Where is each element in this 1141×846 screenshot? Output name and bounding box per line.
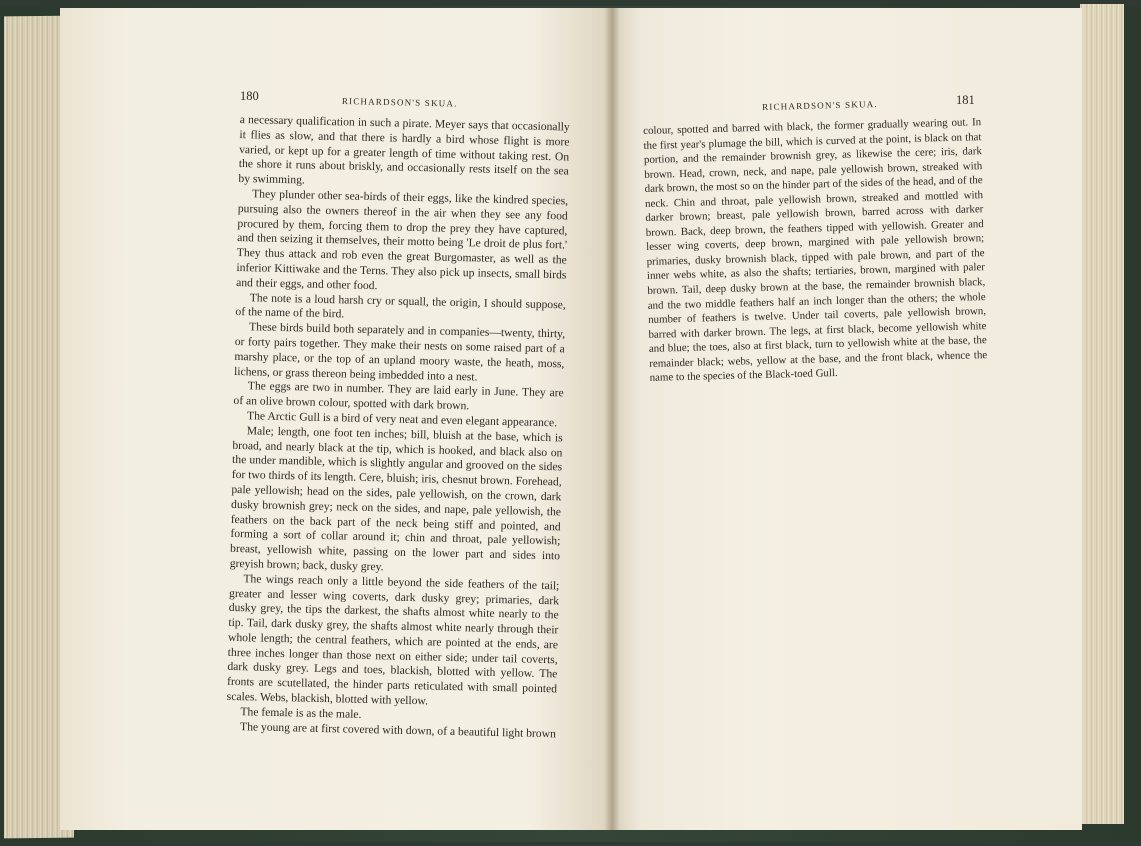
paragraph: The wings reach only a little beyond the side feathers of the tail; greater and lesser wing coverts, dark dusky grey; primaries, dark dusky grey, the tips the darkest, the shafts almost white nearly to the tip. Tail, dark dusky grey, the shafts almost white nearly through their whole length; the central feathers, which are pointed at the ends, are three inches longer than those next on either side; under tail coverts, dark dusky grey. Legs and toes, blackish, blotted with yellow. The fronts are scutellated, the hinder parts reticulated with small pointed scales. Webs, blackish, blotted with yellow.	[226, 571, 560, 708]
paragraph: They plunder other sea-birds of their eggs, like the kindred species, pursuing also the owners thereof in the air when they see any food procured by them, forcing them to drop the prey they have captured, and then seizing it themselves, their motto being 'Le droit de plus fort.' They thus attack and rob even the great Burgomaster, as well as the inferior Kittiwake and the Terns. They also pick up insects, small birds and their eggs, and other food.	[236, 187, 569, 292]
left-page-number: 180	[240, 89, 259, 103]
right-running-head: RICHARDSON'S SKUA.	[762, 98, 878, 112]
paragraph: The Arctic Gull is a bird of very neat and even elegant appearance.	[246, 409, 558, 430]
paragraph: Male; length, one foot ten inches; bill, bluish at the base, which is broad, and nearly black at the tip, which is hooked, and black also on the under mandible, which is slightly angular and grooved on the sides for two thirds of its length. Cere, bluish; iris, chesnut brown. Forehead, pale yellowish; head on the sides, pale yellowish, on the crown, dark dusky brownish grey; neck on the sides, and nape, pale yellowish, the feathers on the back part of the neck being stiff and pointed, and forming a sort of collar around it; chin and throat, pale yellowish; breast, yellowish white, passing on the lower part and sides into greyish brown; back, dusky grey.	[229, 423, 563, 574]
right-page-edges	[1080, 4, 1124, 824]
right-page-body	[643, 115, 988, 386]
paragraph: The young are at first covered with down, of a beautiful light brown	[239, 719, 556, 740]
paragraph: a necessary qualification in such a pirate. Meyer says that occasionally it flies as slow, and that there is hardly a bird whose flight is more varied, or kept up for a greater length of time without taking rest. On the shore it runs about briskly, and occasionally rests itself on the sea by swimming.	[238, 113, 570, 187]
left-running-head: RICHARDSON'S SKUA.	[341, 96, 458, 109]
paragraph: The eggs are two in number. They are laid early in June. They are of an olive brown colour, spotted with dark brown.	[233, 379, 564, 413]
paragraph: These birds build both separately and in companies—twenty, thirty, or forty pairs together. They make their nests on some raised part of a marshy place, or the top of an upland moory waste, the heath, moss, lichens, or grass thereon being imbedded into a nest.	[233, 320, 566, 384]
left-page-body	[226, 113, 570, 742]
right-page-number: 181	[956, 93, 975, 107]
paragraph: The note is a loud harsh cry or squall, the origin, I should suppose, of the name of the bird.	[235, 290, 566, 321]
paragraph: colour, spotted and barred with black, the former gradually wearing out. In the first year's plumage the bill, which is curved at the point, is black on that portion, and the remainder brownish grey, as likewise the cere; iris, dark brown. Head, crown, neck, and nape, pale yellowish brown, streaked with dark brown, the most so on the hinder part of the sides of the head, and of the neck. Chin and throat, pale yellowish brown, streaked and mottled with darker brown; breast, pale yellowish brown, barred across with darker brown. Back, deep brown, the feathers tipped with yellowish. Greater and lesser wing coverts, deep brown, margined with pale yellowish brown; primaries, dusky brownish black, tipped with pale brown, and part of the inner webs white, as also the shafts; tertiaries, brown, margined with paler brown. Tail, deep dusky brown at the base, the remainder brownish black, and the two middle feathers half an inch longer than the others; the whole number of feathers is twelve. Under tail coverts, pale yellowish brown, barred with darker brown. The legs, at first black, become yellowish white and blue; the toes, also at first black, turn to yellowish white at the base, the remainder black; webs, yellow at the base, and the front black, whence the name to the species of the Black-toed Gull.	[643, 116, 988, 385]
book-gutter	[604, 8, 620, 830]
paragraph: The female is as the male.	[240, 705, 362, 721]
